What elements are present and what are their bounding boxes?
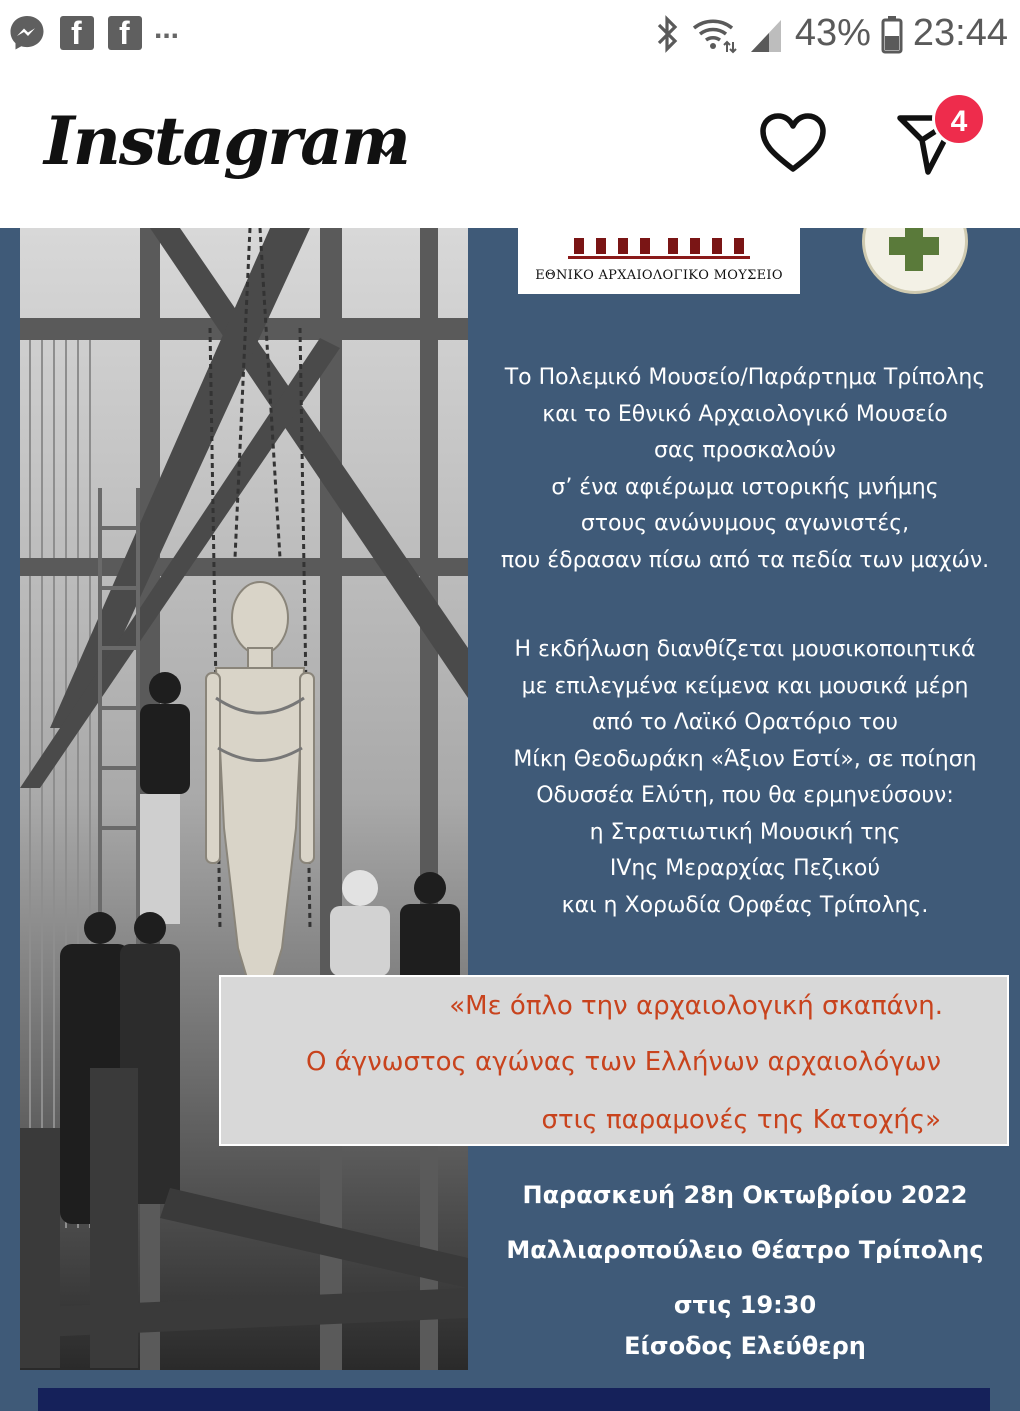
event-line: Μίκη Θεοδωράκη «Άξιον Εστί», σε ποίηση (513, 746, 977, 772)
bluetooth-icon (655, 14, 681, 54)
invite-line: στους ανώνυμους αγωνιστές, (580, 511, 910, 536)
event-title-line: στις παραμονές της Κατοχής» (541, 1105, 941, 1135)
event-line: Η εκδήλωση διανθίζεται μουσικοποιητικά (514, 637, 976, 662)
event-venue: Μαλλιαροπούλειο Θέατρο Τρίπολης (506, 1236, 984, 1264)
event-line: IVης Μεραρχίας Πεζικού (609, 856, 881, 881)
event-line: και η Χορωδία Ορφέας Τρίπολης. (561, 892, 929, 918)
messenger-icon (8, 14, 46, 52)
more-notifications-icon: ... (154, 12, 180, 45)
clock: 23:44 (912, 12, 1008, 54)
event-title-box (219, 975, 1009, 1146)
event-title-line: «Με όπλο την αρχαιολογική σκαπάνη. (449, 991, 943, 1021)
status-bar (0, 0, 1020, 72)
chevron-down-icon[interactable] (372, 140, 400, 160)
notification-icons (8, 14, 179, 52)
war-museum-seal-icon (862, 228, 968, 294)
heart-icon[interactable] (758, 112, 828, 174)
event-date: Παρασκευή 28η Οκτωβρίου 2022 (522, 1181, 968, 1209)
instagram-logo[interactable]: Instagram (44, 102, 409, 180)
event-line: από το Λαϊκό Ορατόριο του (591, 710, 899, 735)
museum-name: ΕΘΝΙΚΟ ΑΡΧΑΙΟΛΟΓΙΚΟ ΜΟΥΣΕΙΟ (535, 268, 783, 283)
instagram-header (0, 72, 1020, 228)
post-image[interactable] (0, 228, 1020, 1411)
message-count-badge: 4 (932, 92, 986, 146)
system-indicators (655, 12, 1008, 55)
battery-icon (881, 14, 903, 54)
facebook-icon: f (108, 16, 142, 50)
invite-line: Το Πολεμικό Μουσείο/Παράρτημα Τρίπολης (504, 365, 986, 390)
event-line: με επιλεγμένα κείμενα και μουσικά μέρη (521, 673, 969, 699)
event-time: στις 19:30 (673, 1291, 817, 1319)
invite-line: που έδρασαν πίσω από τα πεδία των μαχών. (500, 547, 990, 573)
battery-percent: 43% (794, 12, 871, 54)
wifi-icon (691, 14, 739, 54)
event-description (470, 632, 1020, 924)
event-line: Οδυσσέα Ελύτη, που θα ερμηνεύσουν: (536, 783, 954, 808)
invite-line: σ’ ένα αφιέρωμα ιστορικής μνήμης (551, 474, 939, 500)
museum-logo (518, 228, 800, 294)
invite-line: και το Εθνικό Αρχαιολογικό Μουσείο (542, 401, 948, 427)
facebook-icon: f (60, 16, 94, 50)
museum-building-icon (568, 232, 750, 259)
invitation-text (470, 360, 1020, 579)
signal-icon (749, 14, 785, 54)
event-line: η Στρατιωτική Μουσική της (589, 819, 901, 845)
event-entry: Είσοδος Ελεύθερη (624, 1332, 866, 1360)
archival-photo (20, 228, 468, 1370)
invite-line: σας προσκαλούν (654, 438, 836, 463)
poster-footer-strip (38, 1388, 990, 1411)
event-title-line: Ο άγνωστος αγώνας των Ελλήνων αρχαιολόγων (305, 1047, 941, 1077)
